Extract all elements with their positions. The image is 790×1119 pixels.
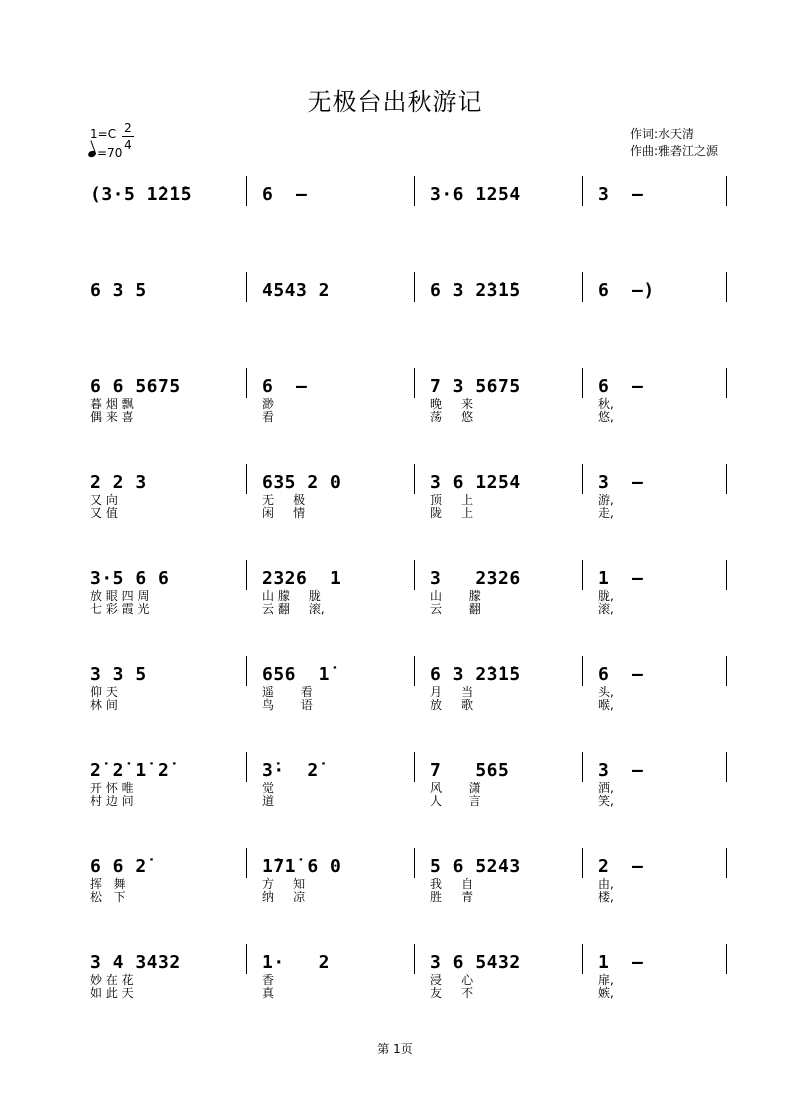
measure xyxy=(262,760,412,846)
lyric-verse-2: 又 值 xyxy=(90,506,118,520)
lyric-verse-2: 放 歌 xyxy=(430,698,474,712)
measure-notes: 6 3 2̇3̇1̇5 xyxy=(430,280,521,301)
measure xyxy=(430,472,580,558)
measure-notes: 2 – xyxy=(598,856,644,877)
measure xyxy=(430,568,580,654)
measure xyxy=(430,952,580,1038)
lyric-verse-1: 晚 来 xyxy=(430,397,474,411)
measure xyxy=(90,664,240,750)
key-signature: 1=C xyxy=(90,127,117,141)
lyric-verse-2: 友 不 xyxy=(430,986,474,1000)
measure-notes: 1· 2 xyxy=(262,952,331,973)
quarter-note-icon xyxy=(87,150,97,158)
lyric-verse-1: 仰 天 xyxy=(90,685,118,699)
bar-line xyxy=(414,368,415,398)
lyric-verse-2: 看 xyxy=(262,410,275,424)
lyric-verse-2: 悠, xyxy=(598,410,614,424)
lyric-verse-2: 人 言 xyxy=(430,794,481,808)
bar-line xyxy=(246,368,247,398)
measure xyxy=(262,280,412,366)
lyric-verse-1: 挥 舞 xyxy=(90,877,126,891)
time-signature xyxy=(122,120,134,153)
score-row xyxy=(0,664,790,766)
lyric-verse-1: 头, xyxy=(598,685,614,699)
measure-notes: 3 – xyxy=(598,184,644,205)
measure xyxy=(90,760,240,846)
bar-line xyxy=(582,368,583,398)
measure xyxy=(262,952,412,1038)
lyric-verse-1: 月 当 xyxy=(430,685,474,699)
composer-credit: 作曲:雅砻江之源 xyxy=(630,144,719,158)
bar-line xyxy=(246,848,247,878)
bar-line xyxy=(246,176,247,206)
score-row xyxy=(0,184,790,286)
measure xyxy=(262,664,412,750)
bar-line xyxy=(414,752,415,782)
measure-notes: 2 2 3 xyxy=(90,472,147,493)
bar-line xyxy=(246,464,247,494)
measure xyxy=(598,568,748,654)
lyric-verse-1: 胧, xyxy=(598,589,614,603)
measure-notes: 7 565 xyxy=(430,760,510,781)
measure-notes: 2̇ 2̇ 1̇ 2̇ xyxy=(90,760,170,781)
bar-line xyxy=(246,656,247,686)
lyric-verse-1: 妙 在 花 xyxy=(90,973,134,987)
measure-notes: 7 3 5675 xyxy=(430,376,521,397)
measure-notes: 656 1̇ xyxy=(262,664,331,685)
bar-line xyxy=(582,560,583,590)
measure-notes: 1 – xyxy=(598,568,644,589)
lyric-verse-2: 喉, xyxy=(598,698,614,712)
measure-notes: 1 – xyxy=(598,952,644,973)
lyric-verse-1: 放 眼 四 周 xyxy=(90,589,150,603)
measure xyxy=(90,856,240,942)
measure-notes: 3 – xyxy=(598,472,644,493)
lyric-verse-1: 山 朦 胧 xyxy=(262,589,321,603)
bar-line xyxy=(414,272,415,302)
measure xyxy=(430,376,580,462)
measure-notes: 6 –) xyxy=(598,280,655,301)
score-row xyxy=(0,856,790,958)
lyric-verse-2: 走, xyxy=(598,506,614,520)
measure-notes: 6 6 2̇ xyxy=(90,856,147,877)
measure-notes: 1̇71̇ 6 0 xyxy=(262,856,342,877)
lyric-verse-2: 如 此 天 xyxy=(90,986,134,1000)
lyric-verse-2: 闲 情 xyxy=(262,506,306,520)
measure-notes: 3 3 5 xyxy=(90,664,147,685)
lyric-verse-1: 开 怀 唯 xyxy=(90,781,134,795)
bar-line xyxy=(246,272,247,302)
lyric-verse-2: 陇 上 xyxy=(430,506,474,520)
bar-line xyxy=(414,656,415,686)
bar-line xyxy=(414,848,415,878)
lyric-verse-2: 林 间 xyxy=(90,698,118,712)
page-number: 第 1页 xyxy=(377,1042,413,1056)
lyric-verse-2: 笑, xyxy=(598,794,614,808)
lyric-verse-1: 风 潇 xyxy=(430,781,481,795)
measure-notes: 6 – xyxy=(262,184,308,205)
lyric-verse-1: 又 向 xyxy=(90,493,118,507)
lyric-verse-1: 我 自 xyxy=(430,877,474,891)
measure xyxy=(90,568,240,654)
lyric-verse-1: 香 xyxy=(262,973,275,987)
bar-line xyxy=(582,272,583,302)
lyric-verse-1: 遥 看 xyxy=(262,685,313,699)
lyric-verse-2: 胜 青 xyxy=(430,890,474,904)
measure-notes: 5 6 5243 xyxy=(430,856,521,877)
measure-notes: 6 3 5 xyxy=(90,280,147,301)
measure-notes: 3 6 1254 xyxy=(430,472,521,493)
lyricist-credit: 作词:水天清 xyxy=(630,127,695,141)
lyric-verse-2: 七 彩 霞 光 xyxy=(90,602,150,616)
measure xyxy=(262,568,412,654)
bar-line xyxy=(414,464,415,494)
lyric-verse-1: 游, xyxy=(598,493,614,507)
bar-line xyxy=(246,560,247,590)
measure xyxy=(430,664,580,750)
measure-notes: 3 – xyxy=(598,760,644,781)
lyric-verse-2: 真 xyxy=(262,986,275,1000)
measure-notes: 6 3 2̇3̇1̇5 xyxy=(430,664,521,685)
lyric-verse-1: 秋, xyxy=(598,397,614,411)
bar-line xyxy=(246,752,247,782)
measure xyxy=(598,952,748,1038)
measure xyxy=(598,376,748,462)
lyric-verse-1: 山 朦 xyxy=(430,589,481,603)
measure xyxy=(598,856,748,942)
measure xyxy=(262,184,412,270)
measure xyxy=(90,184,240,270)
bar-line xyxy=(414,176,415,206)
lyric-verse-2: 纳 凉 xyxy=(262,890,306,904)
measure xyxy=(430,280,580,366)
lyric-verse-2: 鸟 语 xyxy=(262,698,313,712)
lyric-verse-2: 云 翻 xyxy=(430,602,481,616)
lyric-verse-2: 村 边 问 xyxy=(90,794,134,808)
time-signature-top: 2 xyxy=(124,121,132,135)
measure-notes: 3 4 3432 xyxy=(90,952,181,973)
measure-notes: 3 6 5432 xyxy=(430,952,521,973)
bar-line xyxy=(582,656,583,686)
bar-line xyxy=(582,752,583,782)
lyric-verse-1: 洒, xyxy=(598,781,614,795)
lyric-verse-1: 由, xyxy=(598,877,614,891)
bar-line xyxy=(582,848,583,878)
lyric-verse-2: 道 xyxy=(262,794,275,808)
lyric-verse-1: 暮 烟 飘 xyxy=(90,397,134,411)
tempo-value: =70 xyxy=(97,146,123,160)
measure xyxy=(262,376,412,462)
time-signature-bottom: 4 xyxy=(124,138,132,152)
measure xyxy=(598,280,748,366)
measure-notes: 3·6 1254 xyxy=(430,184,521,205)
page-title: 无极台出秋游记 xyxy=(307,88,483,116)
measure-notes: 3̇· 2̇ xyxy=(262,760,319,781)
lyric-verse-2: 嫉, xyxy=(598,986,614,1000)
measure-notes: 6 – xyxy=(262,376,308,397)
score-row xyxy=(0,568,790,670)
tempo-marking xyxy=(88,146,122,160)
measure-notes: 635 2 0 xyxy=(262,472,342,493)
measure xyxy=(598,184,748,270)
measure xyxy=(262,472,412,558)
bar-line xyxy=(246,944,247,974)
measure-notes: 2326 1 xyxy=(262,568,342,589)
measure-notes: 4543 2 xyxy=(262,280,331,301)
measure xyxy=(598,664,748,750)
lyric-verse-1: 渺 xyxy=(262,397,275,411)
bar-line xyxy=(582,176,583,206)
lyric-verse-1: 浸 心 xyxy=(430,973,474,987)
bar-line xyxy=(582,464,583,494)
measure-notes: 6 – xyxy=(598,376,644,397)
bar-line xyxy=(414,944,415,974)
measure xyxy=(430,760,580,846)
lyric-verse-1: 扉, xyxy=(598,973,614,987)
score-row xyxy=(0,280,790,382)
score-row xyxy=(0,760,790,862)
measure xyxy=(90,952,240,1038)
lyric-verse-2: 荡 悠 xyxy=(430,410,474,424)
score-row xyxy=(0,376,790,478)
credits xyxy=(630,126,718,160)
lyric-verse-2: 滚, xyxy=(598,602,614,616)
measure-notes: 3·5 6 6 xyxy=(90,568,170,589)
score-row xyxy=(0,472,790,574)
measure xyxy=(598,472,748,558)
lyric-verse-1: 顶 上 xyxy=(430,493,474,507)
measure-notes: 3 2326 xyxy=(430,568,521,589)
measure-notes: 6 6 5675 xyxy=(90,376,181,397)
lyric-verse-1: 觉 xyxy=(262,781,275,795)
measure xyxy=(262,856,412,942)
measure xyxy=(90,472,240,558)
measure xyxy=(430,856,580,942)
bar-line xyxy=(582,944,583,974)
measure xyxy=(430,184,580,270)
bar-line xyxy=(414,560,415,590)
lyric-verse-2: 云 翻 滚, xyxy=(262,602,325,616)
measure xyxy=(90,280,240,366)
lyric-verse-2: 楼, xyxy=(598,890,614,904)
measure xyxy=(90,376,240,462)
measure-notes: 6 – xyxy=(598,664,644,685)
measure-notes: (3·5 1̇2̇1̇5 xyxy=(90,184,193,205)
lyric-verse-2: 偶 来 喜 xyxy=(90,410,134,424)
lyric-verse-1: 无 极 xyxy=(262,493,306,507)
lyric-verse-2: 松 下 xyxy=(90,890,126,904)
measure xyxy=(598,760,748,846)
lyric-verse-1: 方 知 xyxy=(262,877,306,891)
